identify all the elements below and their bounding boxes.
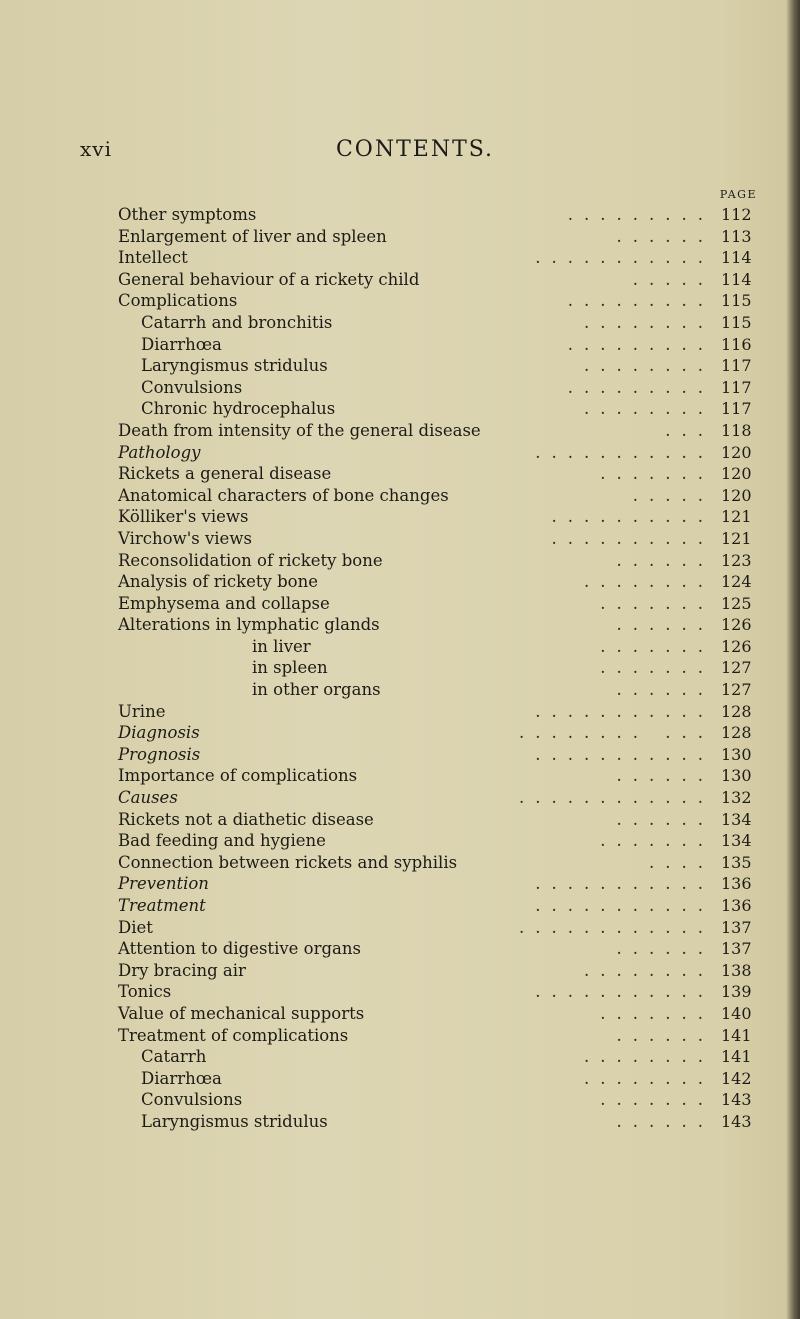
- toc-entry-page: 137: [721, 917, 752, 937]
- toc-entry-title: Alterations in lymphatic glands: [118, 615, 380, 635]
- toc-leader-dots: ......: [616, 939, 714, 959]
- toc-entry-page: 137: [721, 939, 752, 959]
- toc-entry-title: Urine: [118, 701, 166, 721]
- toc-entry: [0, 355, 800, 377]
- toc-entry-title: Virchow's views: [118, 528, 252, 548]
- toc-entry-title: Laryngismus stridulus: [141, 356, 328, 376]
- toc-entry-page: 120: [721, 485, 752, 505]
- toc-leader-dots: ..........: [551, 528, 714, 548]
- toc-entry-title: General behaviour of a rickety child: [118, 269, 420, 289]
- toc-leader-dots: ......: [616, 615, 714, 635]
- toc-entry: [0, 420, 800, 442]
- toc-entry-page: 139: [721, 982, 752, 1002]
- toc-entry-page: 116: [721, 334, 752, 354]
- toc-leader-dots: .........: [567, 205, 714, 224]
- toc-leader-dots: .......: [600, 1003, 714, 1023]
- toc-leader-dots: ......: [616, 226, 714, 246]
- toc-leader-dots: ............: [519, 788, 714, 808]
- toc-entry-page: 126: [721, 615, 752, 635]
- toc-entry-page: 114: [721, 269, 752, 289]
- page-edge-shadow: [786, 0, 800, 1319]
- toc-leader-dots: ......: [616, 680, 714, 700]
- toc-entry-title: Diarrhœa: [141, 334, 222, 354]
- toc-entry: [0, 960, 800, 982]
- toc-entry-title: Treatment: [118, 896, 206, 915]
- toc-entry-title: in spleen: [252, 658, 328, 678]
- toc-entry-page: 114: [721, 248, 752, 268]
- toc-leader-dots: .........: [567, 291, 714, 311]
- toc-entry: [0, 334, 800, 356]
- toc-entry-page: 136: [721, 874, 752, 894]
- toc-leader-dots: ......: [616, 1111, 714, 1131]
- toc-entry-title: Laryngismus stridulus: [141, 1111, 328, 1131]
- toc-entry: [0, 226, 800, 248]
- toc-leader-dots: .......: [600, 831, 714, 851]
- toc-entry: [0, 1068, 800, 1090]
- toc-entry-page: 134: [721, 809, 752, 829]
- toc-leader-dots: ........: [584, 572, 714, 592]
- toc-entry-page: 141: [721, 1025, 752, 1045]
- toc-entry-title: Connection between rickets and syphilis: [118, 852, 458, 872]
- toc-leader-dots: ...........: [535, 982, 714, 1002]
- toc-entry: [0, 765, 800, 787]
- toc-entry-title: Catarrh and bronchitis: [141, 312, 333, 332]
- toc-entry-page: 115: [721, 291, 752, 311]
- toc-entry-title: Emphysema and collapse: [118, 593, 330, 613]
- toc-entry-title: Causes: [118, 788, 178, 808]
- toc-entry: [0, 657, 800, 679]
- toc-leader-dots: ...........: [535, 701, 714, 721]
- toc-entry-page: 125: [721, 593, 752, 613]
- toc-entry: [0, 722, 800, 744]
- toc-entry-page: 128: [721, 701, 752, 721]
- toc-entry-title: Bad feeding and hygiene: [118, 831, 326, 851]
- toc-entry-title: Catarrh: [141, 1047, 207, 1067]
- toc-entry-title: Convulsions: [141, 1090, 243, 1110]
- toc-entry-title: Rickets not a diathetic disease: [118, 809, 374, 829]
- toc-entry-title: Tonics: [118, 982, 172, 1002]
- toc-entry: [0, 873, 800, 895]
- toc-entry: [0, 398, 800, 420]
- toc-leader-dots: ........: [584, 356, 714, 376]
- toc-entry-page: 130: [721, 744, 752, 764]
- toc-leader-dots: .......: [600, 593, 714, 613]
- toc-entry-page: 135: [721, 852, 752, 872]
- toc-leader-dots: ...........: [535, 442, 714, 462]
- toc-leader-dots: ...........: [535, 896, 714, 915]
- toc-entry: [0, 679, 800, 701]
- toc-entry: [0, 744, 800, 766]
- toc-entry-page: 115: [721, 312, 752, 332]
- toc-entry-page: 113: [721, 226, 752, 246]
- toc-leader-dots: .....: [632, 485, 714, 505]
- toc-entry-title: Importance of complications: [118, 766, 358, 786]
- toc-entry: [0, 1111, 800, 1133]
- toc-entry-page: 136: [721, 896, 752, 915]
- toc-entry: [0, 1003, 800, 1025]
- toc-entry-page: 126: [721, 636, 752, 656]
- toc-entry-title: Kölliker's views: [118, 507, 249, 527]
- toc-entry: [0, 636, 800, 658]
- toc-entry: [0, 269, 800, 291]
- toc-entry-title: Enlargement of liver and spleen: [118, 226, 387, 246]
- toc-leader-dots: .........: [567, 377, 714, 397]
- toc-entry-title: in other organs: [252, 680, 381, 700]
- toc-entry-page: 143: [721, 1111, 752, 1131]
- toc-entry: [0, 377, 800, 399]
- toc-entry-title: Value of mechanical supports: [118, 1003, 365, 1023]
- toc-entry-page: 142: [721, 1068, 752, 1088]
- toc-leader-dots: ...........: [535, 744, 714, 764]
- toc-entry: [0, 701, 800, 723]
- toc-leader-dots: .......: [600, 636, 714, 656]
- toc-entry-page: 128: [721, 723, 752, 743]
- toc-entry-title: Dry bracing air: [118, 960, 246, 980]
- toc-leader-dots: ...: [665, 420, 714, 440]
- toc-leader-dots: ...........: [535, 248, 714, 268]
- toc-entry-page: 132: [721, 788, 752, 808]
- toc-entry-page: 117: [721, 399, 752, 419]
- toc-leader-dots: ........: [584, 1047, 714, 1067]
- toc-entry: [0, 1046, 800, 1068]
- toc-leader-dots: ........: [584, 1068, 714, 1088]
- toc-entry-title: Treatment of complications: [118, 1025, 349, 1045]
- toc-entry: [0, 550, 800, 572]
- toc-leader-dots: ........ ...: [519, 723, 714, 743]
- toc-entry-title: Death from intensity of the general disease: [118, 420, 481, 440]
- toc-leader-dots: ...........: [535, 874, 714, 894]
- toc-leader-dots: ........: [584, 312, 714, 332]
- toc-leader-dots: ......: [616, 766, 714, 786]
- toc-entry: [0, 485, 800, 507]
- toc-entry-title: Diagnosis: [118, 723, 200, 743]
- toc-entry-title: Diarrhœa: [141, 1068, 222, 1088]
- toc-entry-page: 127: [721, 680, 752, 700]
- toc-entry: [0, 1025, 800, 1047]
- toc-entry-page: 121: [721, 528, 752, 548]
- toc-entry-title: Prevention: [118, 874, 209, 894]
- toc-entry: [0, 290, 800, 312]
- toc-entry-page: 117: [721, 356, 752, 376]
- toc-entry-page: 124: [721, 572, 752, 592]
- toc-entry-title: Convulsions: [141, 377, 243, 397]
- toc-entry-title: Rickets a general disease: [118, 464, 332, 484]
- toc-entry-title: Attention to digestive organs: [118, 939, 361, 959]
- toc-entry: [0, 917, 800, 939]
- toc-leader-dots: .......: [600, 658, 714, 678]
- toc-entry-title: Other symptoms: [118, 205, 257, 224]
- toc-entry-page: 127: [721, 658, 752, 678]
- page-column-label: PAGE: [719, 188, 757, 201]
- toc-entry-title: in liver: [252, 636, 311, 656]
- toc-entry-page: 143: [721, 1090, 752, 1110]
- toc-entry: [0, 571, 800, 593]
- toc-entry: [0, 247, 800, 269]
- toc-entry-page: 120: [721, 442, 752, 462]
- toc-entry: [0, 852, 800, 874]
- toc-entry-page: 121: [721, 507, 752, 527]
- toc-entry: [0, 528, 800, 550]
- toc-leader-dots: ......: [616, 809, 714, 829]
- toc-entry-title: Prognosis: [118, 744, 201, 764]
- toc-entry-title: Chronic hydrocephalus: [141, 399, 336, 419]
- toc-entry-page: 141: [721, 1047, 752, 1067]
- toc-leader-dots: ........: [584, 399, 714, 419]
- toc-entry: [0, 442, 800, 464]
- toc-entry: [0, 809, 800, 831]
- toc-leader-dots: ....: [649, 852, 714, 872]
- toc-leader-dots: .....: [632, 269, 714, 289]
- toc-leader-dots: ......: [616, 550, 714, 570]
- toc-entry-title: Reconsolidation of rickety bone: [118, 550, 383, 570]
- toc-entry-title: Intellect: [118, 248, 188, 268]
- toc-leader-dots: ........: [584, 960, 714, 980]
- toc-entry: [0, 938, 800, 960]
- toc-entry-page: 120: [721, 464, 752, 484]
- toc-entry-page: 112: [721, 205, 752, 224]
- running-head: [0, 137, 800, 167]
- toc-entry: [0, 204, 800, 226]
- toc-entry-page: 130: [721, 766, 752, 786]
- toc-entry-page: 118: [721, 420, 752, 440]
- toc-leader-dots: .......: [600, 1090, 714, 1110]
- toc-entry: [0, 593, 800, 615]
- toc-entry-title: Complications: [118, 291, 238, 311]
- toc-leader-dots: ............: [519, 917, 714, 937]
- toc-entry-title: Analysis of rickety bone: [118, 572, 318, 592]
- toc-entry: [0, 895, 800, 917]
- toc-entry: [0, 614, 800, 636]
- page-title: CONTENTS.: [335, 137, 495, 162]
- toc-entry: [0, 506, 800, 528]
- toc-entry-page: 134: [721, 831, 752, 851]
- toc-leader-dots: ......: [616, 1025, 714, 1045]
- toc-entry-page: 117: [721, 377, 752, 397]
- toc-entry: [0, 463, 800, 485]
- toc-entry: [0, 787, 800, 809]
- toc-entry: [0, 981, 800, 1003]
- toc-leader-dots: ..........: [551, 507, 714, 527]
- toc-entry: [0, 312, 800, 334]
- toc-leader-dots: .......: [600, 464, 714, 484]
- toc-entry-page: 138: [721, 960, 752, 980]
- page-folio: xvi: [80, 137, 112, 161]
- toc-entry: [0, 830, 800, 852]
- toc-entry-title: Anatomical characters of bone changes: [118, 485, 449, 505]
- table-of-contents: [0, 204, 800, 1133]
- toc-leader-dots: .........: [567, 334, 714, 354]
- toc-entry-page: 140: [721, 1003, 752, 1023]
- toc-entry-title: Diet: [118, 917, 153, 937]
- toc-entry-title: Pathology: [118, 442, 201, 462]
- toc-entry-page: 123: [721, 550, 752, 570]
- toc-entry: [0, 1089, 800, 1111]
